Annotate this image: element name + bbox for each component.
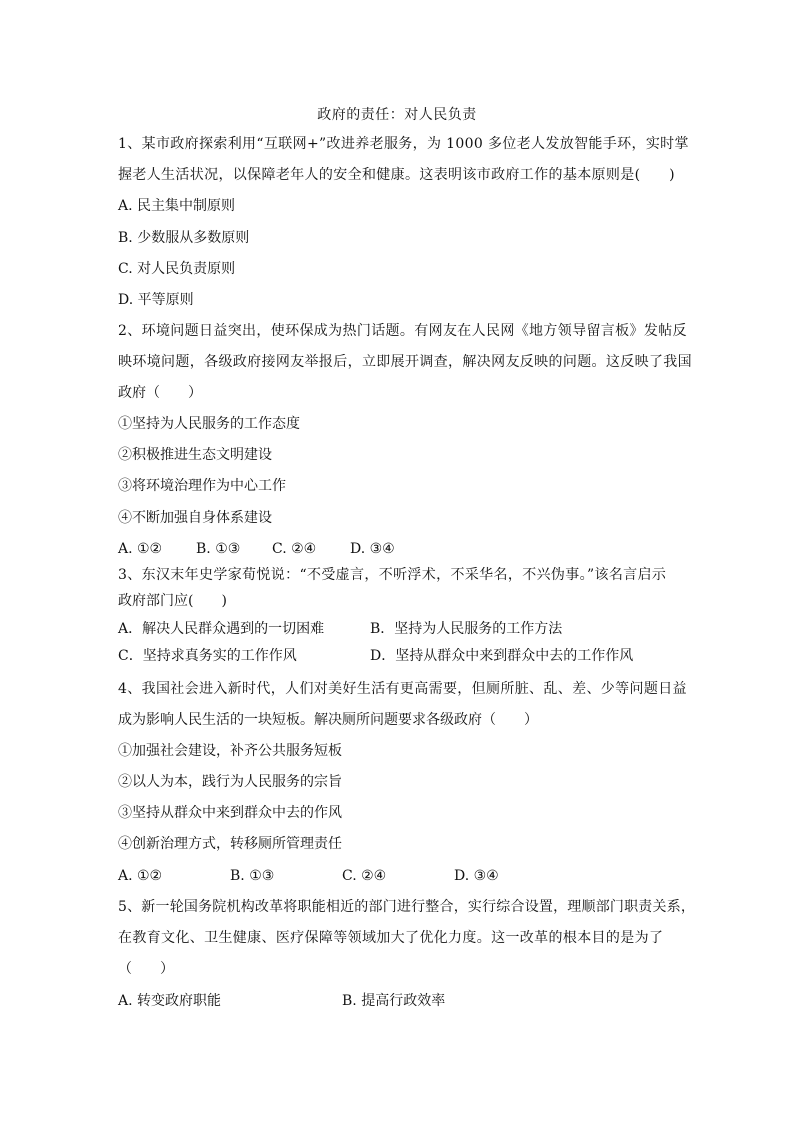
- question-2-stem: 政府（ ）: [118, 385, 202, 401]
- question-2-statement-4: ④不断加强自身体系建设: [118, 510, 272, 526]
- question-2-option-d: D. ③④: [350, 541, 395, 557]
- question-2-stem: 2、环境问题日益突出，使环保成为热门话题。有网友在人民网《地方领导留言板》发帖反: [118, 323, 687, 339]
- question-5-stem: 在教育文化、卫生健康、医疗保障等领域加大了优化力度。这一改革的根本目的是为了: [118, 930, 664, 946]
- question-4-statement-3: ③坚持从群众中来到群众中去的作风: [118, 805, 342, 821]
- question-1-option-a: A. 民主集中制原则: [118, 198, 236, 214]
- question-4-statement-2: ②以人为本，践行为人民服务的宗旨: [118, 774, 342, 790]
- question-2-option-b: B. ①③: [196, 541, 241, 557]
- question-1-stem: 握老人生活状况，以保障老年人的安全和健康。这表明该市政府工作的基本原则是( ): [118, 167, 675, 183]
- question-1-option-c: C. 对人民负责原则: [118, 261, 236, 277]
- question-2-statement-3: ③将环境治理作为中心工作: [118, 478, 286, 494]
- question-4-stem: 成为影响人民生活的一块短板。解决厕所问题要求各级政府（ ）: [118, 712, 538, 728]
- question-4-option-b: B. ①③: [230, 868, 275, 884]
- question-3-option-c: C．坚持求真务实的工作作风: [118, 648, 297, 664]
- question-3-option-d: D．坚持从群众中来到群众中去的工作作风: [370, 648, 634, 664]
- question-4-statement-4: ④创新治理方式，转移厕所管理责任: [118, 836, 342, 852]
- question-4-option-a: A. ①②: [118, 868, 163, 884]
- question-4-stem: 4、我国社会进入新时代，人们对美好生活有更高需要，但厕所脏、乱、差、少等问题日益: [118, 681, 687, 697]
- page-title: 政府的责任：对人民负责: [317, 107, 477, 123]
- question-4-option-d: D. ③④: [454, 868, 499, 884]
- question-4-option-c: C. ②④: [342, 868, 387, 884]
- question-3-stem: 3、东汉末年史学家荀悦说：“不受虚言，不听浮术，不采华名，不兴伪事。”该名言启示: [118, 567, 667, 583]
- question-5-option-b: B. 提高行政效率: [342, 993, 446, 1009]
- question-2-option-c: C. ②④: [272, 541, 317, 557]
- question-5-option-a: A. 转变政府职能: [118, 993, 222, 1009]
- question-4-statement-1: ①加强社会建设，补齐公共服务短板: [118, 743, 342, 759]
- question-1-stem: 1、某市政府探索利用“互联网+”改进养老服务，为 1000 多位老人发放智能手环，实时掌: [118, 136, 689, 152]
- question-5-stem: （ ）: [118, 961, 174, 977]
- question-1-option-b: B. 少数服从多数原则: [118, 230, 250, 246]
- question-5-stem: 5、新一轮国务院机构改革将职能相近的部门进行整合，实行综合设置，理顺部门职责关系，: [118, 899, 696, 915]
- question-3-option-a: A．解决人民群众遇到的一切困难: [118, 621, 325, 637]
- question-3-stem: 政府部门应( ): [118, 593, 227, 609]
- question-1-option-d: D. 平等原则: [118, 292, 194, 308]
- question-2-option-a: A. ①②: [118, 541, 163, 557]
- question-2-stem: 映环境问题，各级政府接网友举报后，立即展开调查，解决网友反映的问题。这反映了我国: [118, 354, 692, 370]
- question-2-statement-2: ②积极推进生态文明建设: [118, 447, 272, 463]
- question-2-statement-1: ①坚持为人民服务的工作态度: [118, 416, 300, 432]
- question-3-option-b: B．坚持为人民服务的工作方法: [370, 621, 563, 637]
